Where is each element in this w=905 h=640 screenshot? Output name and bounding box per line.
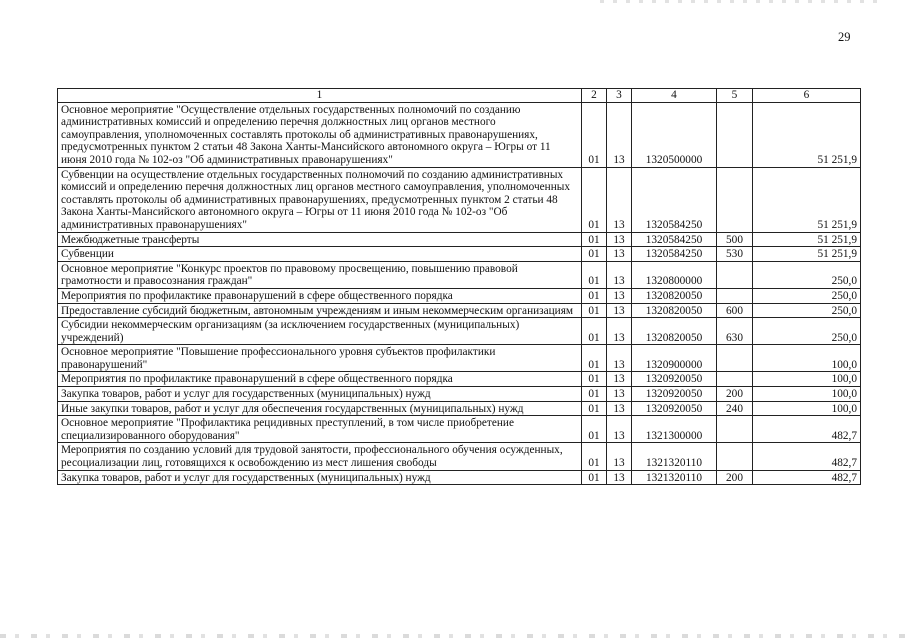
row-name: Иные закупки товаров, работ и услуг для обеспечения государственных (муниципальных) нужд [58,401,582,416]
row-section: 01 [582,470,607,485]
row-subsection: 13 [607,443,632,470]
row-target-article: 1320900000 [632,345,717,372]
row-name: Закупка товаров, работ и услуг для государственных (муниципальных) нужд [58,470,582,485]
header-col-2: 2 [582,89,607,103]
row-amount: 250,0 [753,318,861,345]
row-target-article: 1321300000 [632,416,717,443]
row-target-article: 1320820050 [632,303,717,318]
table-row [58,167,861,232]
row-target-article: 1320800000 [632,261,717,288]
row-amount: 51 251,9 [753,102,861,167]
row-subsection: 13 [607,401,632,416]
table-row [58,470,861,485]
row-subsection: 13 [607,387,632,402]
row-expense-type [717,261,753,288]
row-expense-type [717,167,753,232]
row-amount: 51 251,9 [753,232,861,247]
row-amount: 250,0 [753,288,861,303]
table-row [58,443,861,470]
row-section: 01 [582,303,607,318]
row-section: 01 [582,372,607,387]
row-section: 01 [582,443,607,470]
row-section: 01 [582,102,607,167]
table-row [58,247,861,262]
row-expense-type [717,288,753,303]
row-subsection: 13 [607,372,632,387]
row-target-article: 1320920050 [632,401,717,416]
row-section: 01 [582,345,607,372]
header-col-5: 5 [717,89,753,103]
row-expense-type: 600 [717,303,753,318]
row-expense-type: 500 [717,232,753,247]
row-subsection: 13 [607,261,632,288]
table-body [58,102,861,485]
row-name: Субвенции на осуществление отдельных государственных полномочий по созданию административных комиссий и определению перечня должностных лиц органов местного самоуправления, уполномоченных составлять протоколы об административных правонарушениях, предусмотренных пунктом 2 статьи 48 Закона Ханты-Мансийского автономного округа – Югры от 11 июня 2010 года № 102-оз "Об административных правонарушениях" [58,167,582,232]
header-col-3: 3 [607,89,632,103]
table-row [58,401,861,416]
row-name: Основное мероприятие "Осуществление отдельных государственных полномочий по созданию административных комиссий и определению перечня должностных лиц органов местного самоуправления, уполномоченных составлять протоколы об административных правонарушениях, предусмотренных пунктом 2 статьи 48 Закона Ханты-Мансийского автономного округа – Югры от 11 июня 2010 года № 102-оз "Об административных правонарушениях" [58,102,582,167]
row-subsection: 13 [607,167,632,232]
row-subsection: 13 [607,318,632,345]
row-amount: 482,7 [753,416,861,443]
row-name: Мероприятия по созданию условий для трудовой занятости, профессионального обучения осужденных, ресоциализации лиц, готовящихся к освобождению из мест лишения свободы [58,443,582,470]
row-section: 01 [582,261,607,288]
row-target-article: 1321320110 [632,443,717,470]
row-name: Субвенции [58,247,582,262]
row-section: 01 [582,288,607,303]
row-subsection: 13 [607,102,632,167]
row-expense-type [717,102,753,167]
row-name: Основное мероприятие "Повышение профессионального уровня субъектов профилактики правонарушений" [58,345,582,372]
row-amount: 482,7 [753,470,861,485]
table-row [58,232,861,247]
table-row [58,303,861,318]
row-amount: 100,0 [753,372,861,387]
row-target-article: 1320920050 [632,372,717,387]
row-section: 01 [582,416,607,443]
row-section: 01 [582,387,607,402]
table-row [58,261,861,288]
table-row [58,288,861,303]
row-amount: 250,0 [753,303,861,318]
row-subsection: 13 [607,303,632,318]
row-name: Предоставление субсидий бюджетным, автономным учреждениям и иным некоммерческим организациям [58,303,582,318]
row-name: Основное мероприятие "Конкурс проектов по правовому просвещению, повышению правовой грамотности и правосознания граждан" [58,261,582,288]
row-subsection: 13 [607,288,632,303]
row-amount: 100,0 [753,401,861,416]
row-subsection: 13 [607,232,632,247]
header-col-1: 1 [58,89,582,103]
row-expense-type: 200 [717,387,753,402]
scan-artifact-top [600,0,880,3]
row-target-article: 1320584250 [632,167,717,232]
row-target-article: 1320584250 [632,247,717,262]
row-section: 01 [582,318,607,345]
row-name: Мероприятия по профилактике правонарушений в сфере общественного порядка [58,372,582,387]
row-amount: 250,0 [753,261,861,288]
row-amount: 482,7 [753,443,861,470]
row-amount: 51 251,9 [753,247,861,262]
row-expense-type: 530 [717,247,753,262]
row-subsection: 13 [607,416,632,443]
page-number: 29 [838,30,851,44]
row-amount: 51 251,9 [753,167,861,232]
budget-table [57,88,861,485]
row-target-article: 1321320110 [632,470,717,485]
row-target-article: 1320920050 [632,387,717,402]
row-name: Межбюджетные трансферты [58,232,582,247]
table-row [58,416,861,443]
row-section: 01 [582,401,607,416]
table-header-row [58,89,861,103]
row-expense-type: 240 [717,401,753,416]
table-row [58,387,861,402]
row-target-article: 1320820050 [632,288,717,303]
table-row [58,372,861,387]
row-expense-type: 200 [717,470,753,485]
row-expense-type [717,372,753,387]
row-expense-type [717,443,753,470]
table-row [58,102,861,167]
row-section: 01 [582,232,607,247]
row-name: Субсидии некоммерческим организациям (за исключением государственных (муниципальных) учреждений) [58,318,582,345]
table-row [58,318,861,345]
row-section: 01 [582,247,607,262]
row-name: Основное мероприятие "Профилактика рецидивных преступлений, в том числе приобретение специализированного оборудования" [58,416,582,443]
row-amount: 100,0 [753,387,861,402]
row-subsection: 13 [607,345,632,372]
row-expense-type [717,416,753,443]
header-col-4: 4 [632,89,717,103]
row-amount: 100,0 [753,345,861,372]
row-subsection: 13 [607,247,632,262]
row-section: 01 [582,167,607,232]
header-col-6: 6 [753,89,861,103]
row-expense-type: 630 [717,318,753,345]
row-target-article: 1320500000 [632,102,717,167]
table-row [58,345,861,372]
row-subsection: 13 [607,470,632,485]
row-name: Закупка товаров, работ и услуг для государственных (муниципальных) нужд [58,387,582,402]
row-target-article: 1320584250 [632,232,717,247]
row-name: Мероприятия по профилактике правонарушений в сфере общественного порядка [58,288,582,303]
row-expense-type [717,345,753,372]
row-target-article: 1320820050 [632,318,717,345]
scan-artifact-bottom [0,634,905,638]
